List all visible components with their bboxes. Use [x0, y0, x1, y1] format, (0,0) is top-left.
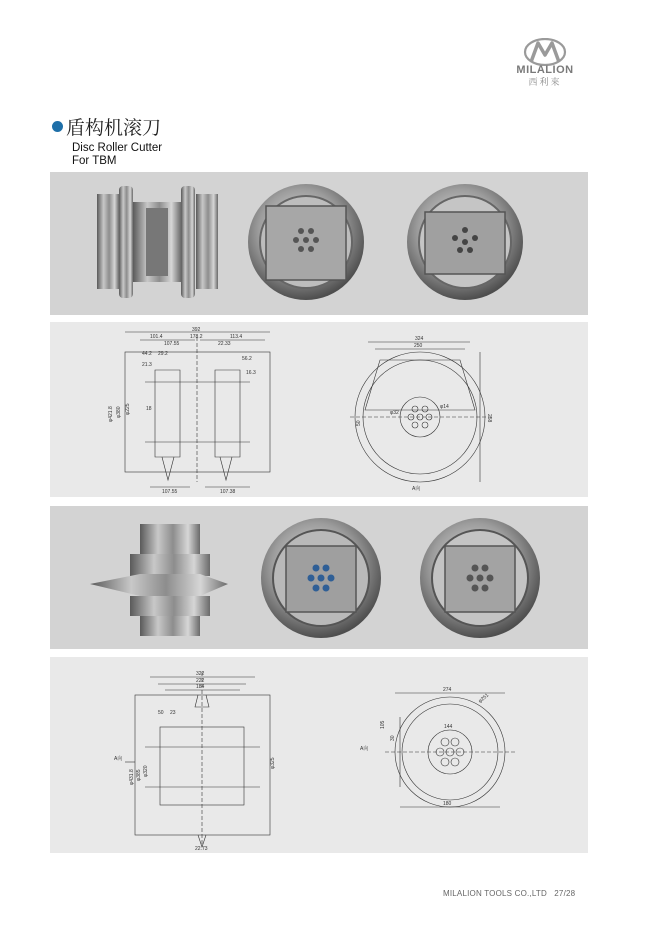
dim-label: φ385 [136, 769, 142, 781]
dim-label: 180 [443, 801, 452, 807]
dim-label: 258 [486, 414, 492, 423]
cutter-2-side-drawing [125, 672, 270, 847]
dim-label: 23 [170, 710, 176, 716]
dim-label: 107.55 [164, 341, 180, 347]
dim-label: 56.2 [242, 356, 252, 362]
dim-label: φ431.8 [129, 769, 135, 785]
dim-label: 105 [380, 720, 386, 729]
dim-label: 50 [356, 420, 362, 426]
logo-brand-text: MILALION [516, 64, 574, 76]
dim-label: 178.2 [190, 334, 203, 340]
dim-label: 107.55 [162, 489, 178, 495]
cutter-2-front-photo-b [420, 518, 540, 638]
dim-label: 250 [414, 343, 423, 349]
dim-label: 44.2 [142, 351, 152, 357]
cutter-1-front-photo-a [248, 184, 364, 300]
logo-chinese-text: 西利來 [528, 77, 562, 87]
dim-label: φ320 [143, 765, 149, 777]
dim-label: A向 [412, 486, 421, 492]
dim-label: 29.2 [158, 351, 168, 357]
dim-label: φ225 [125, 403, 131, 415]
cutter-1-front-photo-b [407, 184, 523, 300]
milalion-logo-icon [523, 38, 567, 66]
subtitle-line-1: Disc Roller Cutter [72, 142, 163, 154]
dim-label: φ380 [116, 406, 122, 418]
photo-panel-cutter-1 [50, 172, 588, 315]
cutter-2-side-photo [90, 524, 228, 636]
dim-label: 324 [415, 336, 424, 342]
dim-label: 22.73 [195, 846, 208, 852]
dim-label: 22.33 [218, 341, 231, 347]
dim-label: 50 [158, 710, 164, 716]
subtitle-line-2: For TBM [72, 155, 117, 167]
cutter-1-end-drawing [350, 342, 490, 482]
dim-label: 30 [390, 735, 396, 741]
cutter-1-side-photo [97, 186, 218, 298]
photo-panel-cutter-2 [50, 506, 588, 649]
dim-label: 144 [444, 724, 453, 730]
dim-label: 392 [192, 327, 201, 333]
dim-label: 18 [146, 406, 152, 412]
dim-label: 16.3 [246, 370, 256, 376]
dim-label: φ325 [270, 757, 276, 769]
bullet-dot [52, 121, 63, 132]
dim-label: 113.4 [230, 334, 243, 340]
page-title [52, 113, 161, 140]
cutter-2-front-photo-a [261, 518, 381, 638]
cutter-2-end-dims [360, 687, 490, 807]
cutter-1-end-dims [356, 336, 492, 492]
dim-label: 274 [443, 687, 452, 693]
dim-label: 107.38 [220, 489, 236, 495]
dim-label: A向 [360, 746, 369, 752]
page-footer [443, 889, 575, 898]
cutter-2-end-drawing [385, 693, 515, 807]
cutter-2-side-dims [114, 671, 276, 852]
dim-label: φ14 [440, 404, 449, 410]
dim-label: 21.3 [142, 362, 152, 368]
drawing-panel-cutter-2 [50, 657, 588, 853]
company-logo [500, 38, 590, 98]
drawing-panel-cutter-1 [50, 322, 588, 497]
dim-label: A向 [114, 756, 123, 762]
footer-page-number: 27/28 [554, 889, 576, 898]
dim-label: 101.4 [150, 334, 163, 340]
dim-label: φ32 [390, 410, 399, 416]
dim-label: 322 [196, 671, 205, 677]
dim-label: 184 [196, 684, 205, 690]
dim-label: 222 [196, 678, 205, 684]
footer-company: MILALION TOOLS CO.,LTD [443, 889, 547, 898]
page-title-text: 盾构机滚刀 [66, 118, 162, 139]
dim-label: φ421.8 [108, 406, 114, 422]
dim-label: φ251 [477, 692, 491, 705]
